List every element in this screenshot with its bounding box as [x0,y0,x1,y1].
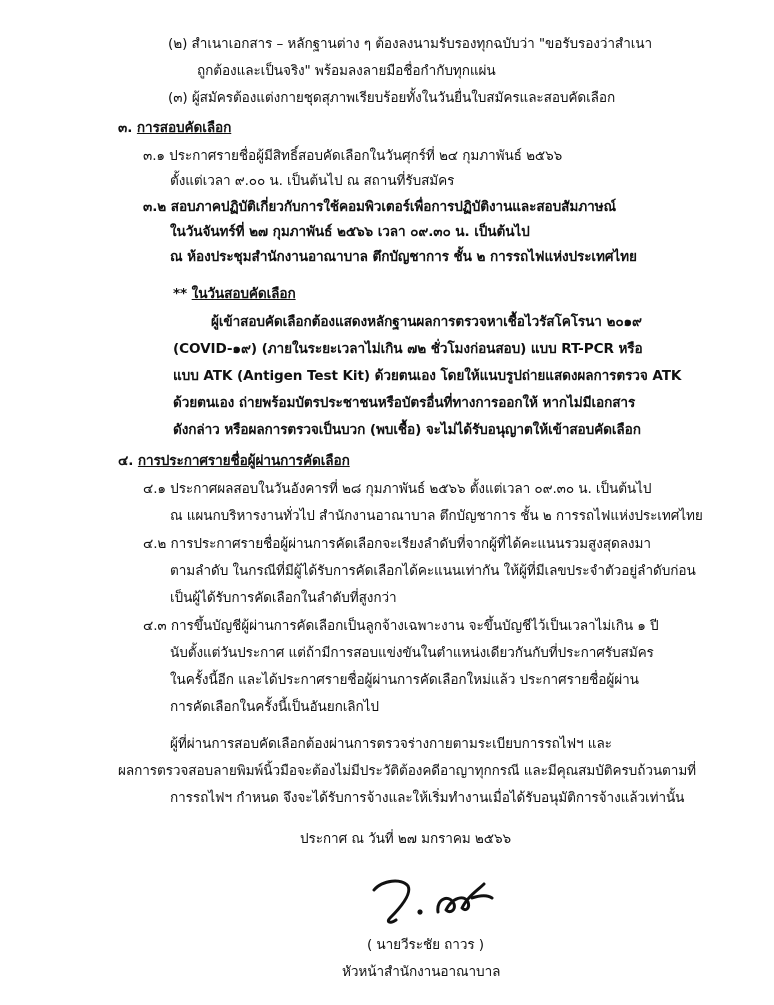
section-4-3-line-3: ในครั้งนี้อีก และได้ประกาศรายชื่อผู้ผ่านการคัดเลือกใหม่แล้ว ประกาศรายชื่อผู้ผ่าน [170,672,639,688]
exam-day-note-heading [173,284,296,304]
closing-line-1: ผู้ที่ผ่านการสอบคัดเลือกต้องผ่านการตรวจร่างกายตามระเบียบการรถไฟฯ และ [170,736,612,752]
note-marker: ** [173,286,188,302]
section-3-2-line-3: ณ ห้องประชุมสำนักงานอาณาบาล ตึกบัญชาการ ชั้น ๒ การรถไฟแห่งประเทศไทย [170,249,637,265]
announcement-date: ประกาศ ณ วันที่ ๒๗ มกราคม ๒๕๖๖ [300,831,511,847]
section-3-number: ๓. [118,120,133,136]
closing-line-2: ผลการตรวจสอบลายพิมพ์นิ้วมือจะต้องไม่มีประวัติต้องคดีอาญาทุกกรณี และมีคุณสมบัติครบถ้วนตามที่ [118,763,697,779]
section-4-2-line-1: ๔.๒ การประกาศรายชื่อผู้ผ่านการคัดเลือกจะเรียงลำดับที่จากผู้ที่ได้คะแนนรวมสูงสุดลงมา [143,536,651,552]
handwritten-signature [360,868,510,928]
requirement-item-2-line-1: (๒) สำเนาเอกสาร – หลักฐานต่าง ๆ ต้องลงนามรับรองทุกฉบับว่า "ขอรับรองว่าสำเนา [168,36,653,52]
requirement-item-2-line-2: ถูกต้องและเป็นจริง" พร้อมลงลายมือชื่อกำกับทุกแผ่น [197,63,496,79]
section-4-1-line-2: ณ แผนกบริหารงานทั่วไป สำนักงานอาณาบาล ตึกบัญชาการ ชั้น ๒ การรถไฟแห่งประเทศไทย [170,508,703,524]
note-line-4: ด้วยตนเอง ถ่ายพร้อมบัตรประชาชนหรือบัตรอื่นที่ทางการออกให้ หากไม่มีเอกสาร [173,395,636,411]
note-line-5: ดังกล่าว หรือผลการตรวจเป็นบวก (พบเชื้อ) จะไม่ได้รับอนุญาตให้เข้าสอบคัดเลือก [173,422,641,438]
section-4-number: ๔. [118,453,134,469]
section-3-title: การสอบคัดเลือก [136,120,232,136]
section-3-heading [118,118,231,138]
note-line-2: (COVID-๑๙) (ภายในระยะเวลาไม่เกิน ๗๒ ชั่วโมงก่อนสอบ) แบบ RT-PCR หรือ [173,341,643,357]
section-4-2-line-3: เป็นผู้ได้รับการคัดเลือกในลำดับที่สูงกว่า [170,590,397,606]
note-line-3: แบบ ATK (Antigen Test Kit) ด้วยตนเอง โดยให้แนบรูปถ่ายแสดงผลการตรวจ ATK [173,368,682,384]
note-title: ในวันสอบคัดเลือก [191,286,296,302]
section-4-2-line-2: ตามลำดับ ในกรณีที่มีผู้ได้รับการคัดเลือกได้คะแนนเท่ากัน ให้ผู้ที่มีเลขประจำตัวอยู่ลำดับก่อน [170,563,696,579]
signatory-position: หัวหน้าสำนักงานอาณาบาล [342,964,501,980]
section-3-1-line-2: ตั้งแต่เวลา ๙.๐๐ น. เป็นต้นไป ณ สถานที่รับสมัคร [170,173,455,189]
section-4-3-line-1: ๔.๓ การขึ้นบัญชีผู้ผ่านการคัดเลือกเป็นลูกจ้างเฉพาะงาน จะขึ้นบัญชีไว้เป็นเวลาไม่เกิน ๑ ปี [143,618,659,634]
section-4-heading [118,451,350,471]
signatory-name: ( นายวีระชัย ถาวร ) [367,937,484,953]
section-3-2-line-1: ๓.๒ สอบภาคปฏิบัติเกี่ยวกับการใช้คอมพิวเตอร์เพื่อการปฏิบัติงานและสอบสัมภาษณ์ [143,199,616,215]
note-line-1: ผู้เข้าสอบคัดเลือกต้องแสดงหลักฐานผลการตรวจหาเชื้อไวรัสโคโรนา ๒๐๑๙ [211,314,642,330]
closing-line-3: การรถไฟฯ กำหนด จึงจะได้รับการจ้างและให้เริ่มทำงานเมื่อได้รับอนุมัติการจ้างแล้วเท่านั้น [170,790,685,806]
section-3-2-line-2: ในวันจันทร์ที่ ๒๗ กุมภาพันธ์ ๒๕๖๖ เวลา ๐๙.๓๐ น. เป็นต้นไป [170,224,530,240]
section-4-1-line-1: ๔.๑ ประกาศผลสอบในวันอังคารที่ ๒๘ กุมภาพันธ์ ๒๕๖๖ ตั้งแต่เวลา ๐๙.๓๐ น. เป็นต้นไป [143,481,652,497]
section-4-3-line-4: การคัดเลือกในครั้งนี้เป็นอันยกเลิกไป [170,699,379,715]
section-4-3-line-2: นับตั้งแต่วันประกาศ แต่ถ้ามีการสอบแข่งขันในตำแหน่งเดียวกันกับที่ประกาศรับสมัคร [170,645,654,661]
requirement-item-3: (๓) ผู้สมัครต้องแต่งกายชุดสุภาพเรียบร้อยทั้งในวันยื่นใบสมัครและสอบคัดเลือก [168,90,616,106]
section-3-1-line-1: ๓.๑ ประกาศรายชื่อผู้มีสิทธิ์สอบคัดเลือกในวันศุกร์ที่ ๒๔ กุมภาพันธ์ ๒๕๖๖ [143,148,563,164]
section-4-title: การประกาศรายชื่อผู้ผ่านการคัดเลือก [137,453,350,469]
